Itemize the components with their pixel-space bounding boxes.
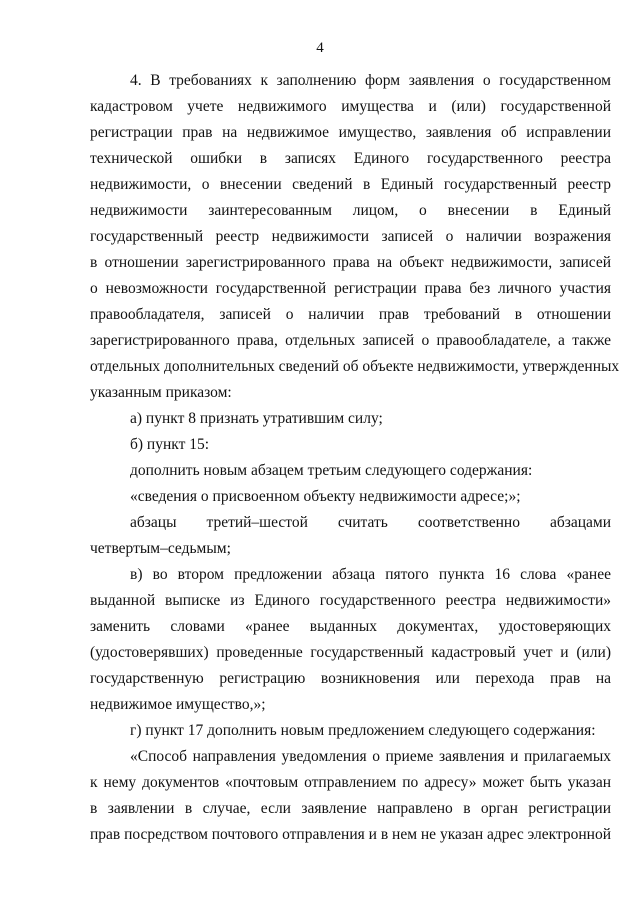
text-line: в отношении зарегистрированного права на объект недвижимости, записей	[90, 254, 611, 271]
text-line: регистрации прав на недвижимое имущество, заявления об исправлении	[90, 124, 611, 141]
text-line: кадастровом учете недвижимого имущества и (или) государственной	[90, 98, 611, 115]
text-line: четвертым–седьмым;	[90, 540, 231, 557]
text-line: заменить словами «ранее выданных документах, удостоверяющих	[90, 618, 611, 635]
text-line: недвижимости, о внесении сведений в Единый государственный реестр	[90, 176, 611, 193]
text-line: недвижимое имущество,»;	[90, 696, 266, 713]
text-line: государственную регистрацию возникновения или перехода прав на	[90, 670, 611, 687]
document-body	[90, 68, 620, 848]
text-line: государственный реестр недвижимости записей о наличии возражения	[90, 228, 611, 245]
text-line: в) во втором предложении абзаца пятого пункта 16 слова «ранее	[130, 566, 611, 583]
text-line: «сведения о присвоенном объекту недвижимости адресе;»;	[130, 488, 521, 505]
text-line: г) пункт 17 дополнить новым предложением следующего содержания:	[130, 722, 596, 739]
text-line: к нему документов «почтовым отправлением по адресу» может быть указан	[90, 774, 611, 791]
text-line: правообладателя, записей о наличии прав требований в отношении	[90, 306, 611, 323]
text-line: абзацы третий–шестой считать соответственно абзацами	[130, 514, 611, 531]
text-line: технической ошибки в записях Единого государственного реестра	[90, 150, 611, 167]
text-line: б) пункт 15:	[130, 436, 210, 453]
text-line: 4. В требованиях к заполнению форм заявления о государственном	[130, 72, 611, 89]
text-line: зарегистрированного права, отдельных записей о правообладателе, а также	[90, 332, 611, 349]
text-line: о невозможности государственной регистрации права без личного участия	[90, 280, 611, 297]
text-line: прав посредством почтового отправления и в нем не указан адрес электронной	[90, 826, 611, 843]
text-line: (удостоверявших) проведенные государственный кадастровый учет и (или)	[90, 644, 611, 661]
text-line: недвижимости заинтересованным лицом, о внесении в Единый	[90, 202, 611, 219]
text-line: «Способ направления уведомления о приеме заявления и прилагаемых	[130, 748, 611, 765]
text-line: в заявлении в случае, если заявление направлено в орган регистрации	[90, 800, 611, 817]
text-line: отдельных дополнительных сведений об объекте недвижимости, утвержденных	[90, 358, 620, 375]
text-line: указанным приказом:	[90, 384, 232, 401]
text-line: дополнить новым абзацем третьим следующего содержания:	[130, 462, 533, 479]
text-line: а) пункт 8 признать утратившим силу;	[130, 410, 383, 427]
text-line: выданной выписке из Единого государственного реестра недвижимости»	[90, 592, 611, 609]
page-number: 4	[316, 40, 324, 56]
